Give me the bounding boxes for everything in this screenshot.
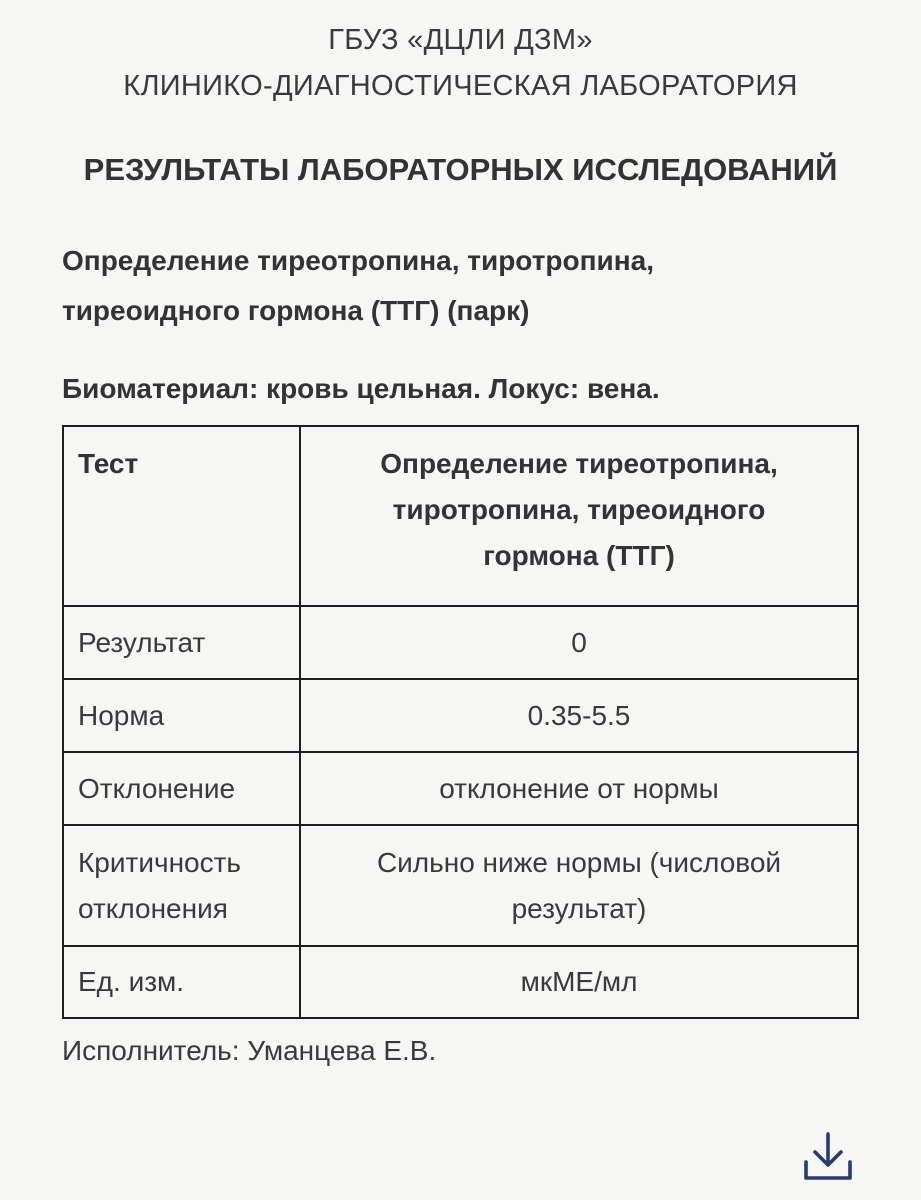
row-label <box>63 752 300 825</box>
row-label <box>63 606 300 679</box>
row-value <box>300 752 858 825</box>
report-title: РЕЗУЛЬТАТЫ ЛАБОРАТОРНЫХ ИССЛЕДОВАНИЙ <box>83 152 838 187</box>
table-row-norm <box>63 679 858 752</box>
row-label <box>63 679 300 752</box>
test-name-line: тиреоидного гормона (ТТГ) (парк) <box>62 295 530 326</box>
row-value-text: мкМЕ/мл <box>520 966 638 997</box>
table-header-row <box>63 426 858 606</box>
executor: Исполнитель: Уманцева Е.В. <box>62 1035 437 1066</box>
row-label-text: Критичность <box>78 846 242 878</box>
row-value <box>300 946 858 1018</box>
header-value-line: тиротропина, тиреоидного <box>392 494 766 525</box>
row-label-text: Норма <box>78 699 165 731</box>
row-value <box>300 606 858 679</box>
row-value <box>300 679 858 752</box>
table-row-criticality <box>63 825 858 946</box>
row-value-text: 0.35-5.5 <box>527 699 631 731</box>
row-value-text: 0 <box>571 626 587 658</box>
row-label-text: Ед. изм. <box>78 966 185 997</box>
row-label-text: Результат <box>78 626 206 658</box>
row-value-text: результат) <box>511 892 647 924</box>
row-label-text: Отклонение <box>78 772 236 804</box>
table-row-deviation <box>63 752 858 825</box>
test-name <box>62 236 862 336</box>
header-value-cell <box>300 426 858 606</box>
row-value-text: Сильно ниже нормы (числовой <box>376 846 782 878</box>
row-value <box>300 825 858 946</box>
biomaterial-info: Биоматериал: кровь цельная. Локус: вена. <box>62 373 660 404</box>
table-row-result <box>63 606 858 679</box>
lab-name: КЛИНИКО-ДИАГНОСТИЧЕСКАЯ ЛАБОРАТОРИЯ <box>123 70 798 102</box>
header-value-line: Определение тиреотропина, <box>380 448 778 479</box>
row-label <box>63 946 300 1018</box>
header-value-line: гормона (ТТГ) <box>483 540 675 571</box>
row-label <box>63 825 300 946</box>
row-value-text: отклонение от нормы <box>439 772 719 804</box>
results-table <box>62 425 859 1019</box>
header-label: Тест <box>78 448 139 479</box>
org-name: ГБУЗ «ДЦЛИ ДЗМ» <box>328 24 593 56</box>
table-row-units <box>63 946 858 1018</box>
download-button[interactable] <box>802 1130 854 1182</box>
header-label-cell <box>63 426 300 606</box>
download-icon <box>802 1130 854 1182</box>
test-name-line: Определение тиреотропина, тиротропина, <box>62 245 655 276</box>
row-label-text: отклонения <box>78 892 228 924</box>
